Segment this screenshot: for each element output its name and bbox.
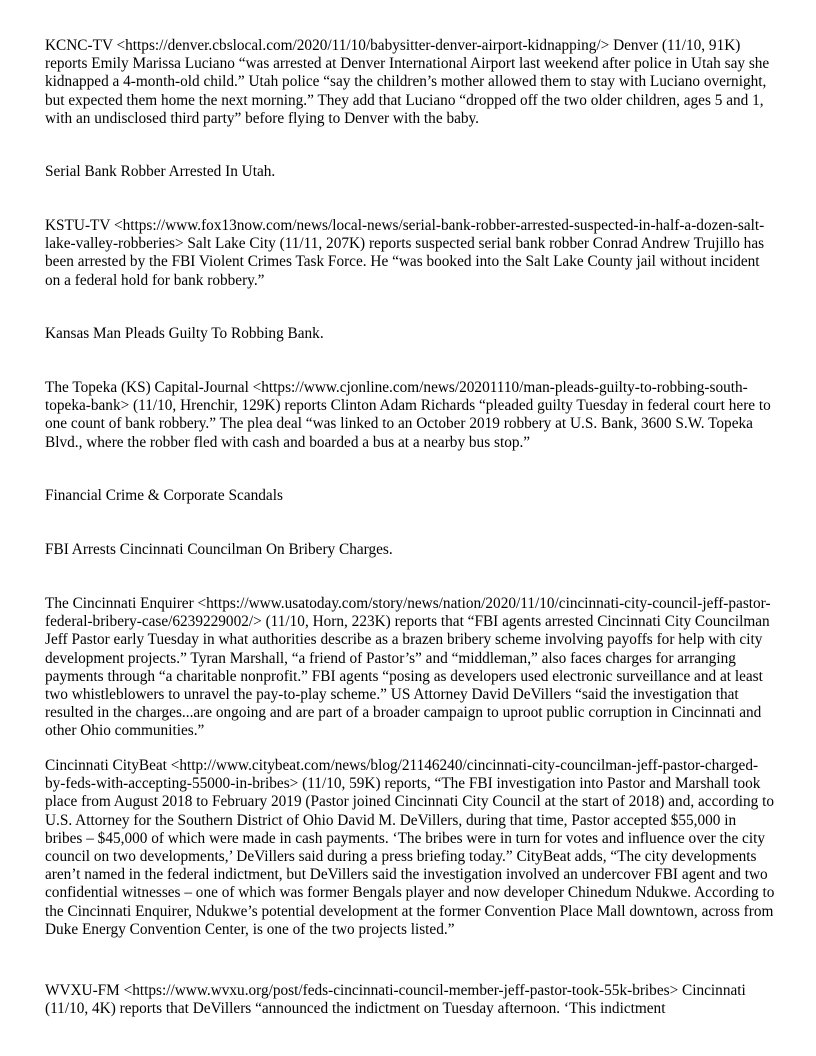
story-paragraph-topeka-capital-journal: The Topeka (KS) Capital-Journal <https://www.cjonline.com/news/20201110/man-pleads-guilty-to-robbing-south-topeka-bank> (11/10, Hrenchir, 129K) reports Clinton Adam Richards “pleaded guilty Tuesday in federal court here to one count of bank robbery.” The plea deal “was linked to an October 2019 robbery at U.S. Bank, 3600 S.W. Topeka Blvd., where the robber fled with cash and boarded a bus at a nearby bus stop.” <box>45 379 775 451</box>
story-paragraph-wvxu-fm: WVXU-FM <https://www.wvxu.org/post/feds-cincinnati-council-member-jeff-pastor-took-55k-bribes> Cincinnati (11/10, 4K) reports that DeVillers “announced the indictment on Tuesday afternoon. ‘This indictment <box>45 982 750 1018</box>
story-paragraph-kcnc-tv: KCNC-TV <https://denver.cbslocal.com/2020/11/10/babysitter-denver-airport-kidnapping/> Denver (11/10, 91K) reports Emily Marissa Luciano “was arrested at Denver International Airport last weekend after police in Utah say she kidnapped a 4-month-old child.” Utah police “say the children’s mother allowed them to stay with Luciano overnight, but expected them home the next morning.” They add that Luciano “dropped off the two older children, ages 5 and 1, with an undisclosed third party” before flying to Denver with the baby. <box>45 37 774 127</box>
story-paragraph-cincinnati-citybeat: Cincinnati CityBeat <http://www.citybeat.com/news/blog/21146240/cincinnati-city-councilman-jeff-pastor-charged-by-feds-with-accepting-55000-in-bribes> (11/10, 59K) reports, “The FBI investigation into Pastor and Marshall took place from August 2018 to February 2019 (Pastor joined Cincinnati City Council at the start of 2018) and, according to U.S. Attorney for the Southern District of Ohio David M. DeVillers, during that time, Pastor accepted $55,000 in bribes – $45,000 of which were made in cash payments. ‘The bribes were in turn for votes and influence over the city council on two developments,’ DeVillers said during a press briefing today.” CityBeat adds, “The city developments aren’t named in the federal indictment, but DeVillers said the investigation involved an undercover FBI agent and two confidential witnesses – one of which was former Bengals player and now developer Chinedum Ndukwe. According to the Cincinnati Enquirer, Ndukwe’s potential development at the former Convention Place Mall downtown, across from Duke Energy Convention Center, is one of the two projects listed.” <box>45 757 779 938</box>
headline-kansas-man: Kansas Man Pleads Guilty To Robbing Bank. <box>45 325 324 342</box>
headline-serial-bank-robber: Serial Bank Robber Arrested In Utah. <box>45 163 276 180</box>
section-heading-financial-crime: Financial Crime & Corporate Scandals <box>45 487 283 504</box>
story-paragraph-cincinnati-enquirer: The Cincinnati Enquirer <https://www.usatoday.com/story/news/nation/2020/11/10/cincinnati-city-council-jeff-pastor-federal-bribery-case/6239229002/> (11/10, Horn, 223K) reports that “FBI agents arrested Cincinnati City Councilman Jeff Pastor early Tuesday in what authorities describe as a brazen bribery scheme involving payoffs for help with city development projects.” Tyran Marshall, “a friend of Pastor’s” and “middleman,” also faces charges for arranging payments through “a charitable nonprofit.” FBI agents “posing as developers used electronic surveillance and at least two whistleblowers to unravel the pay-to-play scheme.” US Attorney David DeVillers “said the investigation that resulted in the charges...are ongoing and are part of a broader campaign to uproot public corruption in Cincinnati and other Ohio communities.” <box>45 595 774 740</box>
headline-fbi-arrests-cincinnati-councilman: FBI Arrests Cincinnati Councilman On Bribery Charges. <box>45 541 393 558</box>
story-paragraph-kstu-tv: KSTU-TV <https://www.fox13now.com/news/local-news/serial-bank-robber-arrested-suspected-in-half-a-dozen-salt-lake-valley-robberies> Salt Lake City (11/11, 207K) reports suspected serial bank robber Conrad Andrew Trujillo has been arrested by the FBI Violent Crimes Task Force. He “was booked into the Salt Lake County jail without incident on a federal hold for bank robbery.” <box>45 217 768 289</box>
